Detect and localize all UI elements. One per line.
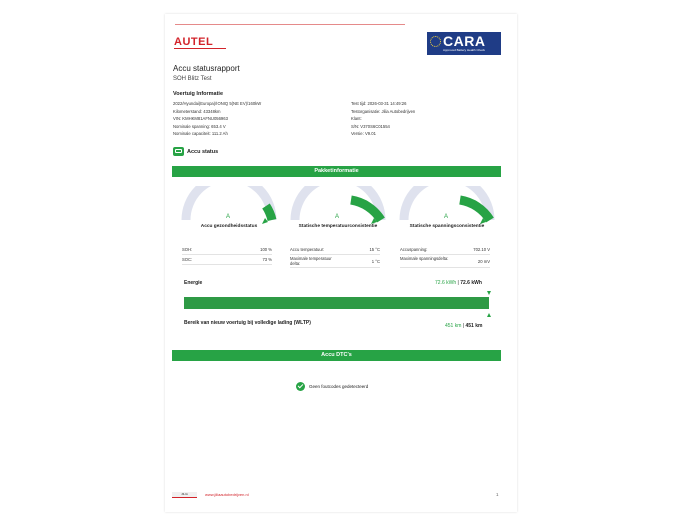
test-time: Test tijd: 2026-03-31 14:49:26	[351, 101, 407, 106]
vehicle-vin: VIN: KMHKM81AFNU056963	[173, 116, 228, 121]
battery-temperature-divider	[290, 254, 380, 255]
energy-bar	[184, 297, 489, 309]
soh-value: 100 %	[260, 247, 272, 252]
logo-underline	[174, 48, 226, 49]
soc-label: SOC:	[182, 257, 193, 262]
range-label: Bereik van nieuw voertuig bij volledige lading (WLTP)	[184, 320, 311, 326]
health-grade: A	[226, 214, 231, 220]
max-voltage-delta-value: 20 mV	[477, 259, 490, 264]
voltage-gauge	[398, 186, 496, 226]
energy-label: Energie	[184, 280, 203, 286]
soc-value: 73 %	[262, 257, 272, 262]
accu-status-label: Accu status	[187, 149, 219, 155]
serial-number: S/N: V370S6C01554	[351, 123, 390, 129]
max-temperature-delta-divider	[290, 267, 380, 268]
range-current: 451 km	[445, 323, 462, 329]
report-page	[165, 14, 517, 512]
dtc-header: Accu DTC's	[172, 350, 501, 361]
check-icon	[296, 382, 305, 391]
vehicle-model: 2022/Hyundai(Europa)/IONIQ 5(NE EV)/160kW	[173, 101, 262, 106]
energy-max: 72.6 kWh	[460, 280, 482, 286]
vehicle-section-title: Voertuig Informatie	[173, 91, 224, 97]
range-max: 451 km	[465, 323, 483, 329]
energy-value	[435, 280, 482, 286]
battery-voltage-divider	[400, 254, 490, 255]
cara-badge	[427, 32, 501, 55]
temperature-gauge-label: Statische temperatuurconsistentie	[298, 224, 378, 229]
vehicle-nominal-capacity: Nominale capaciteit: 111.2 Ah	[173, 131, 228, 136]
voltage-gauge-label: Statische spanningsconsistentie	[409, 224, 485, 229]
battery-voltage-value: 702.10 V	[473, 247, 490, 252]
no-dtc-message: Geen foutcodes gedetecteerd	[309, 384, 369, 389]
vehicle-nominal-voltage: Nominale spanning: 653.4 V	[173, 123, 226, 129]
header-rule	[175, 24, 405, 25]
range-value	[445, 323, 482, 329]
health-gauge-fill	[266, 206, 272, 220]
customer: Klant:	[351, 116, 362, 121]
max-temperature-delta-value: 1 °C	[371, 259, 380, 264]
footer-logo: JILIA	[172, 492, 197, 498]
energy-current: 72.6 kWh	[435, 280, 457, 286]
eu-stars-icon	[430, 36, 441, 47]
battery-temperature-label: Accu temperatuur:	[290, 247, 325, 252]
page-number: 1	[496, 492, 499, 497]
energy-marker-top	[487, 291, 491, 295]
energy-marker-bottom	[487, 313, 491, 317]
autel-logo: AUTEL	[174, 36, 214, 48]
health-gauge-label: Accu gezondheidsstatus	[200, 224, 258, 229]
temperature-grade: A	[335, 214, 340, 220]
vehicle-info-left	[173, 100, 261, 138]
soh-label: SOH:	[182, 247, 193, 252]
energy-bar-fill	[184, 297, 489, 309]
vehicle-mileage: Kilometerstand: 43348km	[173, 108, 221, 114]
energy-separator: |	[456, 280, 461, 286]
battery-temperature-value: 15 °C	[369, 247, 380, 252]
health-gauge	[180, 186, 278, 226]
soh-divider	[182, 254, 272, 255]
footer-url[interactable]: www.jiliaautobedrijven.nl	[205, 492, 249, 497]
software-version: Versie: V9.01	[351, 131, 376, 136]
test-organisation: Testorganisatie: Jilia Autobedrijven	[351, 108, 416, 114]
battery-status-icon	[173, 147, 184, 156]
report-title: Accu statusrapport	[173, 64, 240, 73]
cara-subtitle: Approved Battery Health Check	[443, 48, 486, 52]
max-voltage-delta-label: Maximale spanningsdelta:	[400, 256, 449, 261]
max-voltage-delta-divider	[400, 267, 490, 268]
temperature-gauge	[289, 186, 387, 226]
soc-divider	[182, 264, 272, 265]
vehicle-info-right	[351, 100, 415, 138]
range-separator: |	[461, 323, 466, 329]
max-temperature-delta-label: Maximale temperatuur delta:	[290, 256, 332, 266]
pack-info-header: Pakketinformatie	[172, 166, 501, 177]
cara-word: CARA	[443, 33, 486, 49]
report-subtitle: SOH Blitz Test	[173, 76, 212, 82]
voltage-grade: A	[444, 214, 449, 220]
battery-voltage-label: Accuspanning:	[400, 247, 428, 252]
